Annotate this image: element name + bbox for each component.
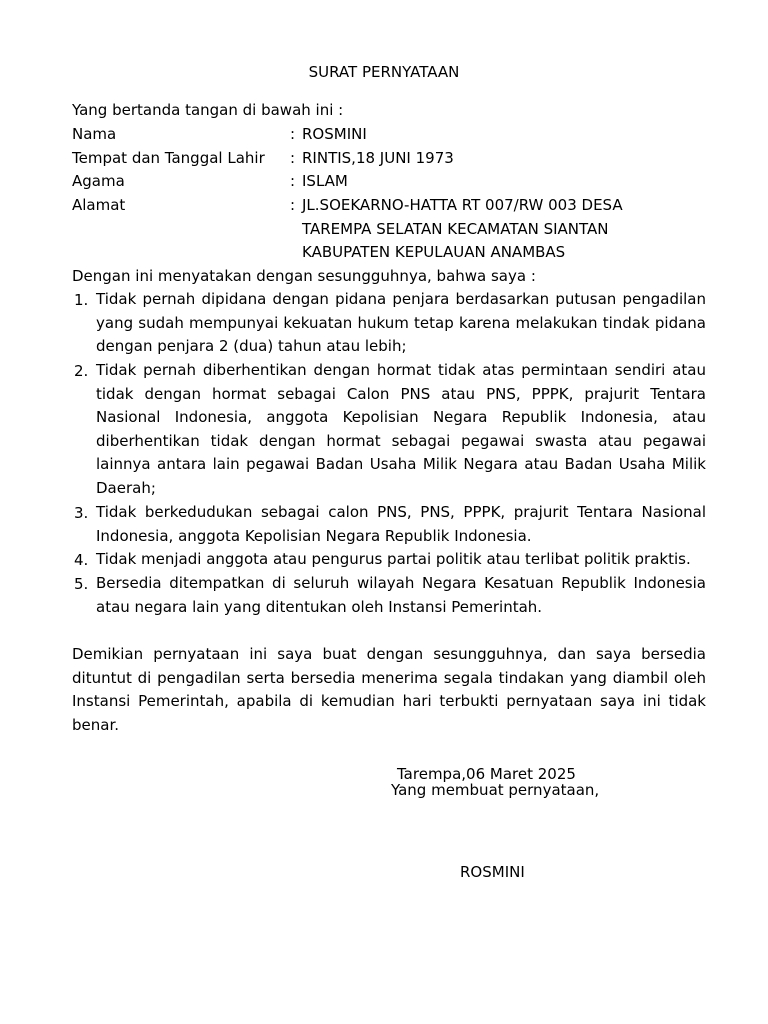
list-item-number: 2. [74,362,89,380]
list-item-number: 5. [74,575,89,593]
field-value-nama: ROSMINI [302,125,367,143]
signer-name: ROSMINI [460,863,525,881]
field-label-nama: Nama [72,125,117,143]
field-label-ttl: Tempat dan Tanggal Lahir [72,149,265,167]
list-item-text: Tidak berkedudukan sebagai calon PNS, PNS, PPPK, prajurit Tentara Nasional Indonesia, anggota Kepolisian Negara Republik Indonesia. [96,503,706,545]
place-date: Tarempa,06 Maret 2025 [397,765,576,783]
field-value-ttl: RINTIS,18 JUNI 1973 [302,149,454,167]
field-value-agama: ISLAM [302,172,348,190]
field-value-alamat-line3: KABUPATEN KEPULAUAN ANAMBAS [302,243,566,261]
intro-text: Yang bertanda tangan di bawah ini : [72,101,344,119]
list-item-text: Tidak pernah diberhentikan dengan hormat tidak atas permintaan sendiri atau tidak dengan hormat sebagai Calon PNS atau PNS, PPPK, prajurit Tentara Nasional Indonesia, anggota Kepolisian Negara Republik Indonesia, atau diberhentikan tidak dengan hormat sebagai pegawai swasta atau pegawai lainnya antara lain pegawai Badan Usaha Milik Negara atau Badan Usaha Milik Daerah; [96,361,706,497]
field-value-alamat-line1: JL.SOEKARNO-HATTA RT 007/RW 003 DESA [302,196,623,214]
list-item-number: 3. [74,504,89,522]
document-title: SURAT PERNYATAAN [308,63,460,81]
list-item-text: Tidak menjadi anggota atau pengurus partai politik atau terlibat politik praktis. [96,550,691,568]
list-item-number: 1. [74,291,89,309]
list-item-number: 4. [74,551,89,569]
list-item-text: Tidak pernah dipidana dengan pidana penjara berdasarkan putusan pengadilan yang sudah mempunyai kekuatan hukum tetap karena melakukan tindak pidana dengan penjara 2 (dua) tahun atau lebih; [96,290,706,356]
signer-caption: Yang membuat pernyataan, [391,781,600,799]
field-colon: : [290,172,296,190]
field-colon: : [290,149,296,167]
field-label-agama: Agama [72,172,125,190]
closing-paragraph: Demikian pernyataan ini saya buat dengan sesungguhnya, dan saya bersedia dituntut di pengadilan serta bersedia menerima segala tindakan yang diambil oleh Instansi Pemerintah, apabila di kemudian hari terbukti pernyataan saya ini tidak benar. [72,645,706,734]
field-colon: : [290,125,296,143]
field-colon: : [290,196,296,214]
field-value-alamat-line2: TAREMPA SELATAN KECAMATAN SIANTAN [302,220,609,238]
statement-intro: Dengan ini menyatakan dengan sesungguhnya, bahwa saya : [72,267,536,285]
field-label-alamat: Alamat [72,196,126,214]
list-item-text: Bersedia ditempatkan di seluruh wilayah Negara Kesatuan Republik Indonesia atau negara lain yang ditentukan oleh Instansi Pemerintah. [96,574,706,616]
